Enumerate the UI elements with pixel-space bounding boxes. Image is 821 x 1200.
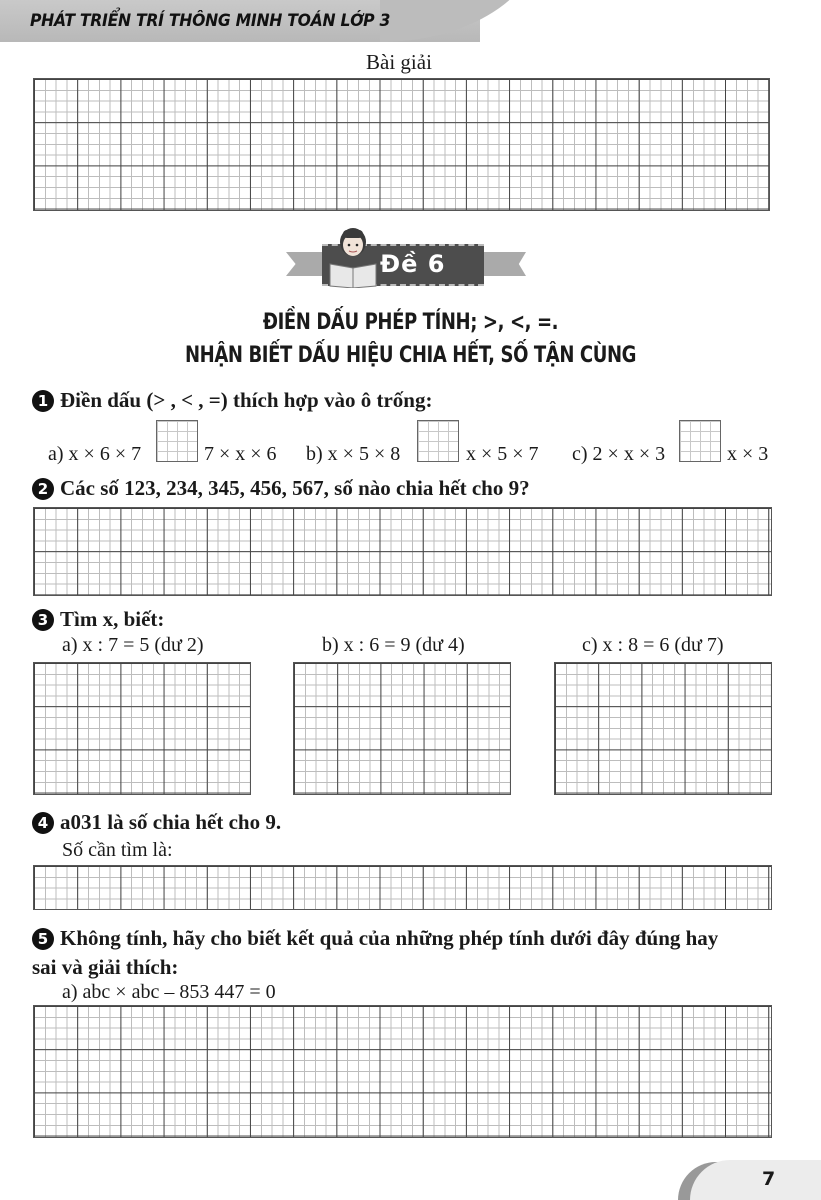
question-text: Các số 123, 234, 345, 456, 567, số nào chia hết cho 9? (60, 476, 530, 500)
question-text: a031 là số chia hết cho 9. (60, 810, 282, 834)
q1b-left: b) x × 5 × 8 (306, 443, 401, 465)
q1b-answer-box[interactable] (417, 420, 459, 462)
q5a-text: a) abc × abc – 853 447 = 0 (62, 981, 276, 1003)
q1c-left: c) 2 × x × 3 (572, 443, 666, 465)
q3a-text: a) x : 7 = 5 (dư 2) (62, 634, 204, 656)
book-title: PHÁT TRIỂN TRÍ THÔNG MINH TOÁN LỚP 3 (30, 11, 391, 31)
question-1-title (32, 388, 432, 413)
section-heading-1: ĐIỀN DẤU PHÉP TÍNH; >, <, =. (262, 310, 559, 335)
q3b-text: b) x : 6 = 9 (dư 4) (322, 634, 465, 656)
girl-reading-icon (326, 226, 380, 288)
q1c-right: x × 3 (727, 443, 769, 465)
question-5-title (32, 926, 718, 951)
question-3-title (32, 607, 164, 632)
q5-title-line2: sai và giải thích: (32, 955, 179, 979)
answer-grid-q4[interactable] (33, 865, 772, 910)
question-4-title (32, 810, 281, 835)
section-heading-2: NHẬN BIẾT DẤU HIỆU CHIA HẾT, SỐ TẬN CÙNG (184, 343, 637, 368)
page-number: 7 (762, 1168, 776, 1190)
q3c-text: c) x : 8 = 6 (dư 7) (582, 634, 724, 656)
q1c-answer-box[interactable] (679, 420, 721, 462)
answer-grid-q3c[interactable] (554, 662, 772, 795)
answer-grid-q2[interactable] (33, 507, 772, 596)
q1a-answer-box[interactable] (156, 420, 198, 462)
question-2-title (32, 476, 530, 501)
q1b-right: x × 5 × 7 (466, 443, 539, 465)
question-number-badge: 1 (32, 390, 54, 412)
q1a-left: a) x × 6 × 7 (48, 443, 142, 465)
question-number-badge: 4 (32, 812, 54, 834)
q1a-right: 7 × x × 6 (204, 443, 277, 465)
section-badge: Đề 6 (380, 250, 446, 278)
solution-label: Bài giải (366, 50, 432, 74)
question-number-badge: 5 (32, 928, 54, 950)
q4-prompt: Số cần tìm là: (62, 839, 173, 861)
answer-grid-q5a[interactable] (33, 1005, 772, 1138)
answer-grid-prev[interactable] (33, 78, 770, 211)
answer-grid-q3b[interactable] (293, 662, 511, 795)
question-text: Tìm x, biết: (60, 607, 165, 631)
question-number-badge: 3 (32, 609, 54, 631)
question-text: Không tính, hãy cho biết kết quả của những phép tính dưới đây đúng hay (60, 926, 719, 950)
answer-grid-q3a[interactable] (33, 662, 251, 795)
question-number-badge: 2 (32, 478, 54, 500)
page-tab (690, 1160, 821, 1200)
question-text: Điền dấu (> , < , =) thích hợp vào ô trống: (60, 388, 433, 412)
